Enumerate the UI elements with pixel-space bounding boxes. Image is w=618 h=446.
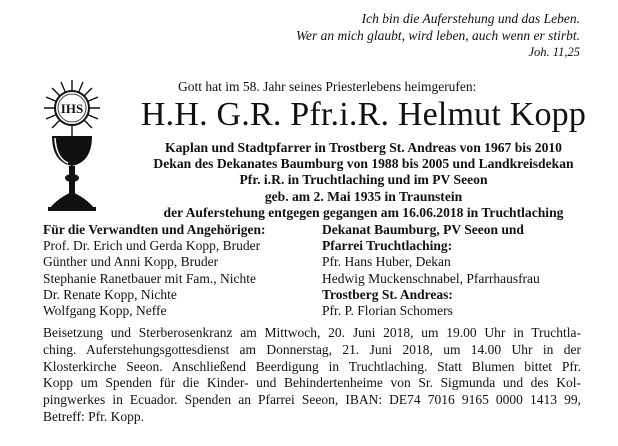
parish-mourners [322,222,540,319]
detail-line: Pfr. i.R. in Truchtlaching und im PV Seeon [239,172,488,188]
parish-member: Pfr. Hans Huber, Dekan [322,254,451,270]
parish-heading-1: Dekanat Baumburg, PV Seeon und [322,222,524,237]
funeral-line: Beisetzung und Sterberosenkranz am Mittwoch, 20. Juni 2018, um 19.00 Uhr in Truchtla- [43,325,581,340]
parish-member: Hedwig Muckenschnabel, Pfarrhausfrau [322,270,540,286]
called-home-line: Gott hat im 58. Jahr seines Priesterlebens heimgerufen: [178,79,477,94]
detail-line: geb. am 2. Mai 1935 in Traunstein [264,188,463,204]
family-member: Prof. Dr. Erich und Gerda Kopp, Bruder [43,238,261,254]
family-member: Günther und Anni Kopp, Bruder [43,254,219,270]
detail-line: Dekan des Dekanates Baumburg von 1988 bis 2005 und Landkreisdekan [153,156,574,172]
detail-line: Kaplan und Stadtpfarrer in Trostberg St. Andreas von 1967 bis 2010 [165,140,562,155]
bible-quote [160,10,580,61]
quote-reference: Joh. 11,25 [528,45,580,59]
funeral-line: pingwerkes in Ecuador. Spenden an Pfarrei Seeon, IBAN: DE74 7016 9165 0000 1413 99, [43,392,581,408]
parish-heading-3: Trostberg St. Andreas: [322,286,453,302]
parish-member: Pfr. P. Florian Schomers [322,303,453,319]
family-member: Wolfgang Kopp, Neffe [43,303,167,319]
deceased-name: H.H. G.R. Pfr.i.R. Helmut Kopp [140,96,587,133]
family-heading: Für die Verwandten und Angehörigen: [43,222,266,237]
quote-line-2: Wer an mich glaubt, wird leben, auch wenn er stirbt. [296,28,580,43]
funeral-line: Kopp um Spenden für die Kinder- und Behindertenheime von Sr. Sigmunda und des Kol- [43,375,581,391]
family-member: Stephanie Ranetbauer mit Fam., Nichte [43,270,256,286]
funeral-information [43,325,581,426]
family-member: Dr. Renate Kopp, Nichte [43,286,177,302]
parish-heading-2: Pfarrei Truchtlaching: [322,238,453,254]
funeral-line: ching. Auferstehungsgottesdienst am Donnerstag, 21. Juni 2018, um 14.00 Uhr in der [43,341,581,357]
ihs-monogram: IHS [60,101,84,116]
biography-details [126,140,601,221]
family-mourners [43,222,266,319]
detail-line: der Auferstehung entgegen gegangen am 16.06.2018 in Truchtlaching [163,204,564,220]
chalice-ihs-icon [28,80,116,212]
quote-line-1: Ich bin die Auferstehung und das Leben. [361,11,580,26]
funeral-line: Klosterkirche Seeon. Anschließend Beerdigung in Truchtlaching. Statt Blumen bittet Pfr. [43,358,581,374]
funeral-line: Betreff: Pfr. Kopp. [43,408,144,424]
